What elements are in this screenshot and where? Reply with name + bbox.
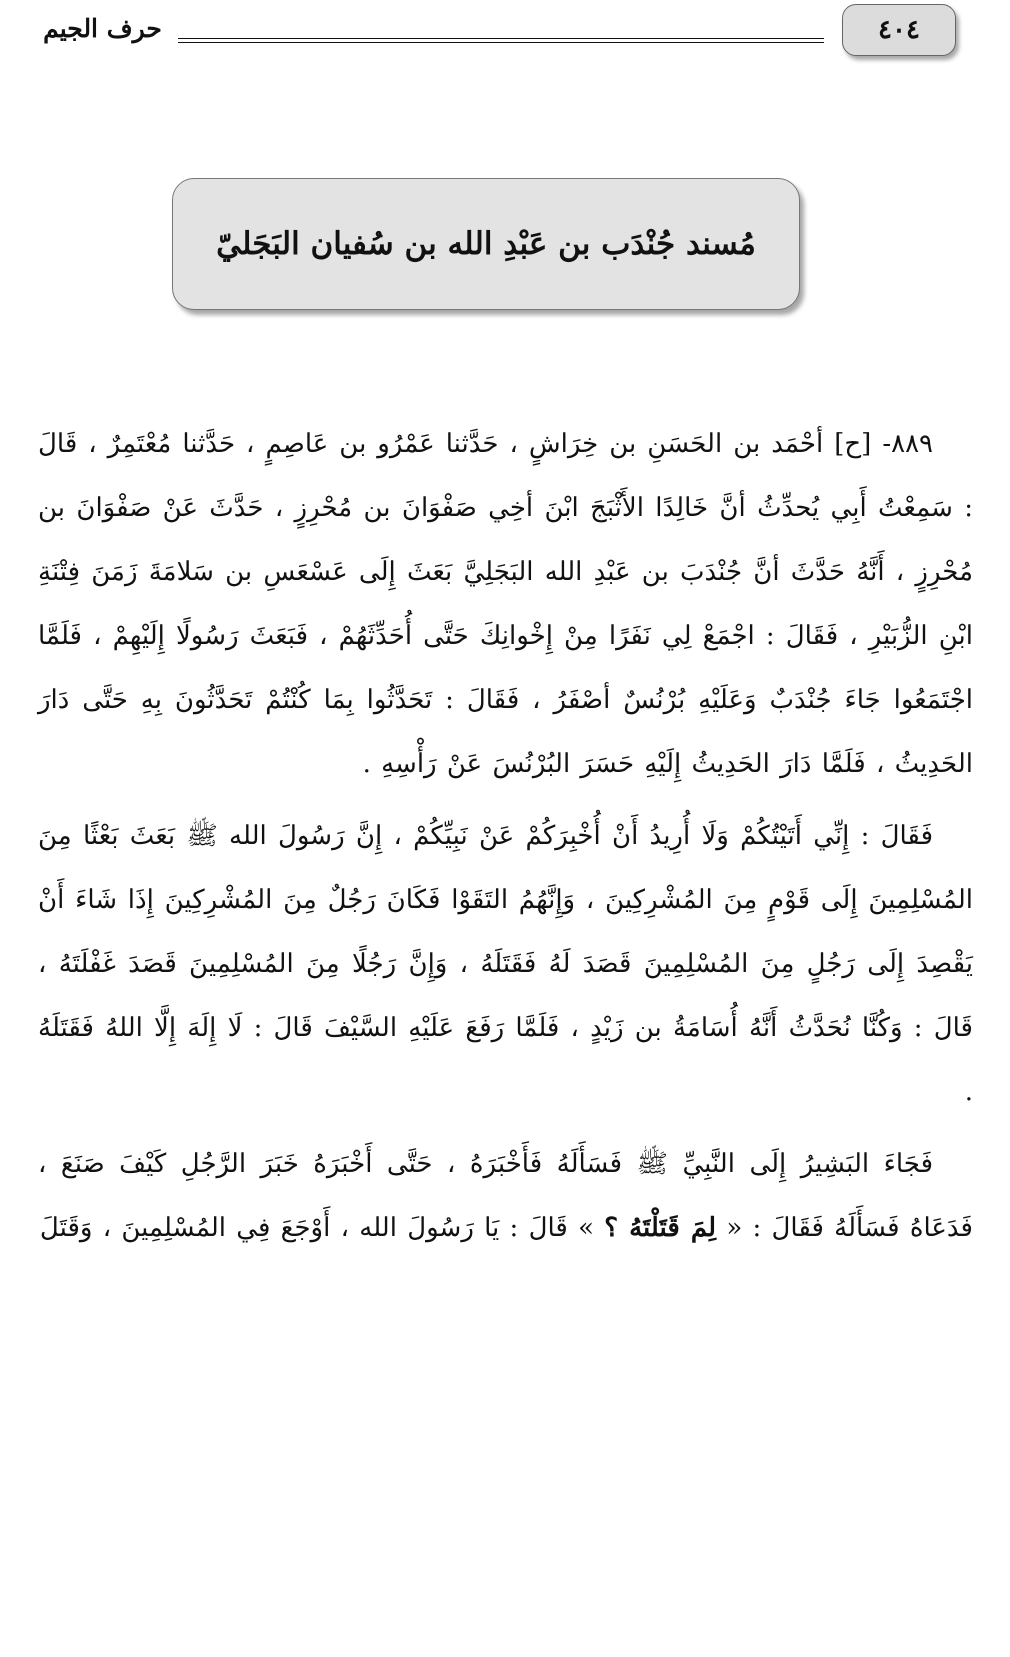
section-title-box xyxy=(172,178,800,310)
paragraph-2 xyxy=(38,804,973,1124)
paragraph-1-text: [ح] أحْمَد بن الحَسَنِ بن خِرَاشٍ ، حَدَّثنا عَمْرُو بن عَاصِمٍ ، حَدَّثنا مُعْتَمِرٌ ، قَالَ : سَمِعْتُ أَبِي يُحدِّثُ أنَّ خَالِدًا الأَثْبَجَ ابْنَ أخِي صَفْوَانَ بن مُحْرِزٍ ، حَدَّثَ عَنْ صَفْوَانَ بن مُحْرِزٍ ، أَنَّهُ حَدَّثَ أنَّ جُنْدَبَ بن عَبْدِ الله البَجَلِيَّ بَعَثَ إِلَى عَسْعَسِ بن سَلامَةَ زَمَنَ فِتْنَةِ ابْنِ الزُّبَيْرِ ، فَقَالَ : اجْمَعْ لِي نَفَرًا مِنْ إِخْوانِكَ حَتَّى أُحَدِّثَهُمْ ، فَبَعَثَ رَسُولًا إِلَيْهِمْ ، فَلَمَّا اجْتَمَعُوا جَاءَ جُنْدَبٌ وَعَلَيْهِ بُرْنُسٌ أصْفَرُ ، فَقَالَ : تَحَدَّثُوا بِمَا كُنْتُمْ تَحَدَّثُونَ بِهِ حَتَّى دَارَ الحَدِيثُ ، فَلَمَّا دَارَ الحَدِيثُ إِلَيْهِ حَسَرَ البُرْنُسَ عَنْ رَأْسِهِ . xyxy=(38,429,973,779)
hadith-number: ٨٨٩- xyxy=(882,429,934,459)
paragraph-1 xyxy=(38,412,973,796)
hadith-body xyxy=(38,412,973,1268)
paragraph-3 xyxy=(38,1132,973,1260)
page-number-badge xyxy=(842,4,956,56)
header-rule xyxy=(178,38,824,43)
paragraph-3-text-after: » قَالَ : يَا رَسُولَ الله ، أَوْجَعَ فِي المُسْلِمِينَ ، وَقَتَلَ xyxy=(39,1213,594,1243)
page-number: ٤٠٤ xyxy=(878,15,920,45)
paragraph-2-text: فَقَالَ : إِنِّي أَتَيْتُكُمْ وَلَا أُرِيدُ أَنْ أُخْبِرَكُمْ عَنْ نَبِيِّكُمْ ، إِنَّ رَسُولَ الله ﷺ بَعَثَ بَعْثًا مِنَ المُسْلِمِينَ إِلَى قَوْمٍ مِنَ المُشْرِكِينَ ، وَإِنَّهُمُ التَقَوْا فَكَانَ رَجُلٌ مِنَ المُشْرِكِينَ إِذَا شَاءَ أَنْ يَقْصِدَ إِلَى رَجُلٍ مِنَ المُسْلِمِينَ قَصَدَ لَهُ فَقَتَلَهُ ، وَإِنَّ رَجُلًا مِنَ المُسْلِمِينَ قَصَدَ غَفْلَتَهُ ، قَالَ : وَكُنَّا نُحَدَّثُ أَنَّهُ أُسَامَةُ بن زَيْدٍ ، فَلَمَّا رَفَعَ عَلَيْهِ السَّيْفَ قَالَ : لَا إِلَهَ إِلَّا اللهُ فَقَتَلَهُ . xyxy=(38,821,973,1107)
paragraph-3-text-before: فَجَاءَ البَشِيرُ إِلَى النَّبِيِّ ﷺ فَسَأَلَهُ فَأَخْبَرَهُ ، حَتَّى أَخْبَرَهُ خَبَرَ الرَّجُلِ كَيْفَ صَنَعَ ، فَدَعَاهُ فَسَأَلَهُ فَقَالَ : « xyxy=(38,1149,973,1243)
section-title: مُسند جُنْدَب بن عَبْدِ الله بن سُفيان البَجَليّ xyxy=(216,226,756,262)
running-title: حرف الجيم xyxy=(43,14,162,43)
prophet-quote: لِمَ قَتَلْتَهُ ؟ xyxy=(604,1213,717,1243)
